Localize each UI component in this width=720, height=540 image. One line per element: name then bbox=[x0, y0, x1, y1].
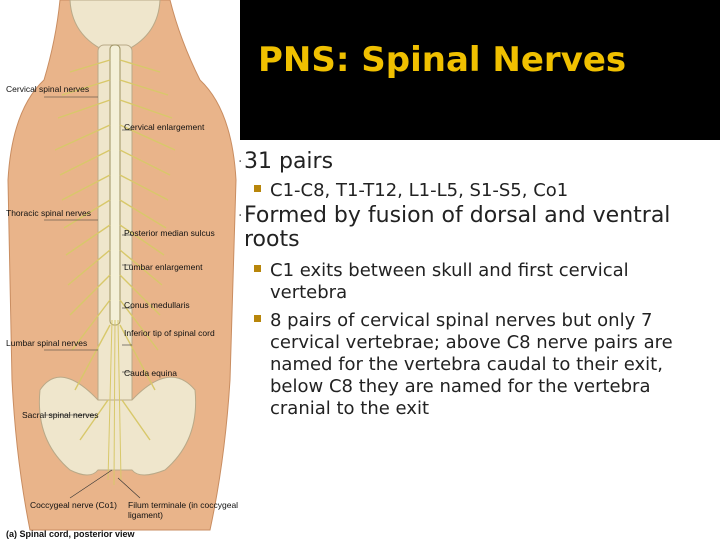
label-lumbar-enlargement: Lumbar enlargement bbox=[124, 262, 203, 272]
bullet-l2 bbox=[254, 310, 704, 420]
label-cauda-equina: Cauda equina bbox=[124, 368, 177, 378]
bullet-l1 bbox=[238, 149, 334, 174]
label-cervical-spinal-nerves: Cervical spinal nerves bbox=[6, 84, 90, 94]
slide-title: PNS: Spinal Nerves bbox=[258, 40, 627, 80]
label-lumbar-spinal-nerves: Lumbar spinal nerves bbox=[6, 338, 88, 348]
bullet-text: 8 pairs of cervical spinal nerves but only 7 cervical vertebrae; above C8 nerve pairs are named for the vertebra caudal to their exit, below C8 they are named for the vertebra cranial to the exit bbox=[270, 310, 673, 419]
bullet-l1 bbox=[238, 203, 694, 252]
spinal-cord-illustration bbox=[0, 0, 243, 540]
bullet-text: Formed by fusion of dorsal and ventral roots bbox=[244, 203, 671, 252]
label-sacral-spinal-nerves: Sacral spinal nerves bbox=[22, 410, 99, 420]
square-bullet-icon bbox=[254, 265, 261, 272]
bullet-text: 31 pairs bbox=[244, 149, 334, 174]
label-thoracic-spinal-nerves: Thoracic spinal nerves bbox=[6, 208, 92, 218]
bullet-dot-icon: · bbox=[238, 154, 243, 170]
bullet-l2 bbox=[254, 180, 568, 202]
bullet-text: C1 exits between skull and first cervical vertebra bbox=[270, 260, 629, 303]
bullet-text: C1-C8, T1-T12, L1-L5, S1-S5, Co1 bbox=[270, 180, 569, 201]
label-cervical-enlargement: Cervical enlargement bbox=[124, 122, 205, 132]
label-posterior-median-sulcus: Posterior median sulcus bbox=[124, 228, 215, 238]
bullet-l2 bbox=[254, 260, 704, 304]
figure-caption: (a) Spinal cord, posterior view bbox=[6, 529, 135, 539]
spinal-cord-figure bbox=[0, 0, 243, 540]
spinal-cord bbox=[110, 45, 120, 325]
bullet-dot-icon: · bbox=[238, 208, 243, 224]
label-conus-medullaris: Conus medullaris bbox=[124, 300, 190, 310]
square-bullet-icon bbox=[254, 315, 261, 322]
label-inferior-tip-spinal-cord: Inferior tip of spinal cord bbox=[124, 328, 215, 338]
label-filum-terminale: Filum terminale (in coccygeal ligament) bbox=[128, 500, 239, 520]
square-bullet-icon bbox=[254, 185, 261, 192]
label-coccygeal-nerve: Coccygeal nerve (Co1) bbox=[30, 500, 117, 510]
